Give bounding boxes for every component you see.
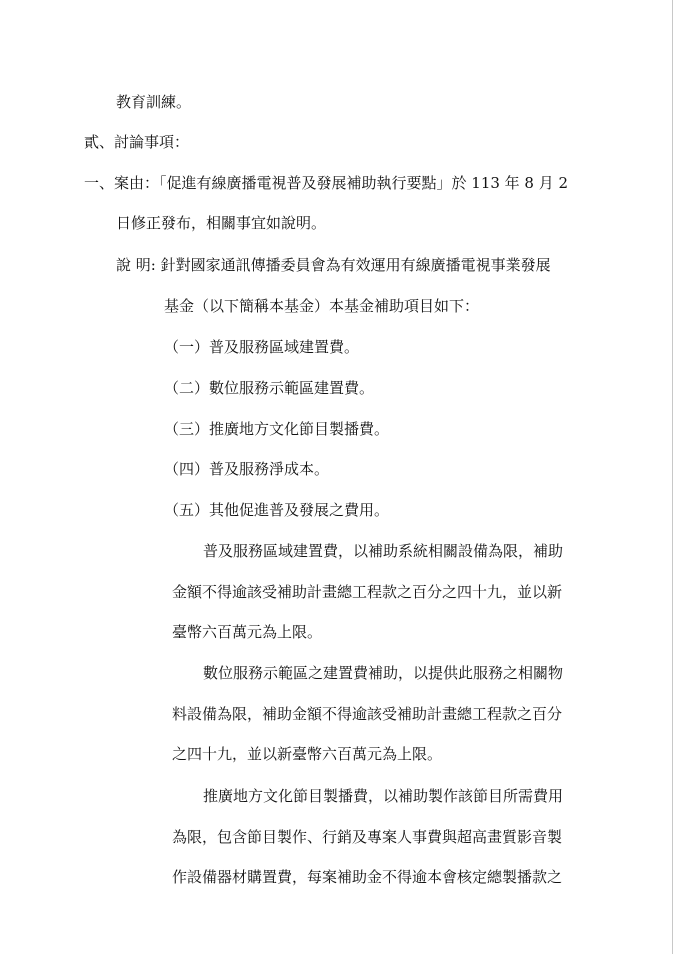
list-item-3: （三）推廣地方文化節目製播費。	[164, 420, 390, 438]
list-item-4: （四）普及服務淨成本。	[164, 460, 330, 478]
paragraph-1-line-2: 金額不得逾該受補助計畫總工程款之百分之四十九，並以新	[172, 583, 563, 601]
page-edge	[672, 0, 673, 954]
line-education-training: 教育訓練。	[116, 93, 192, 111]
case-subject-line-2: 日修正發布，相關事宜如說明。	[116, 214, 327, 232]
case-subject-line-1: 一、案由：「促進有線廣播電視普及發展補助執行要點」於 113 年 8 月 2	[84, 174, 569, 192]
paragraph-3-line-2: 為限，包含節目製作、行銷及專案人事費與超高畫質影音製	[172, 828, 563, 846]
section-heading-discussion: 貳、討論事項：	[84, 133, 190, 151]
paragraph-3-line-3: 作設備器材購置費，每案補助金不得逾本會核定總製播款之	[172, 868, 563, 886]
explanation-line-2: 基金（以下簡稱本基金）本基金補助項目如下：	[164, 297, 480, 315]
list-item-2: （二）數位服務示範區建置費。	[164, 379, 375, 397]
list-item-5: （五）其他促進普及發展之費用。	[164, 501, 390, 519]
paragraph-2-line-2: 料設備為限，補助金額不得逾該受補助計畫總工程款之百分	[172, 705, 563, 723]
paragraph-2-line-3: 之四十九，並以新臺幣六百萬元為上限。	[172, 745, 443, 763]
paragraph-2-line-1: 數位服務示範區之建置費補助，以提供此服務之相關物	[203, 664, 564, 682]
paragraph-1-line-3: 臺幣六百萬元為上限。	[172, 623, 323, 641]
paragraph-1-line-1: 普及服務區域建置費，以補助系統相關設備為限，補助	[203, 542, 564, 560]
list-item-1: （一）普及服務區域建置費。	[164, 338, 360, 356]
paragraph-3-line-1: 推廣地方文化節目製播費，以補助製作該節目所需費用	[203, 787, 564, 805]
explanation-line-1: 說 明: 針對國家通訊傳播委員會為有效運用有線廣播電視事業發展	[116, 256, 551, 274]
